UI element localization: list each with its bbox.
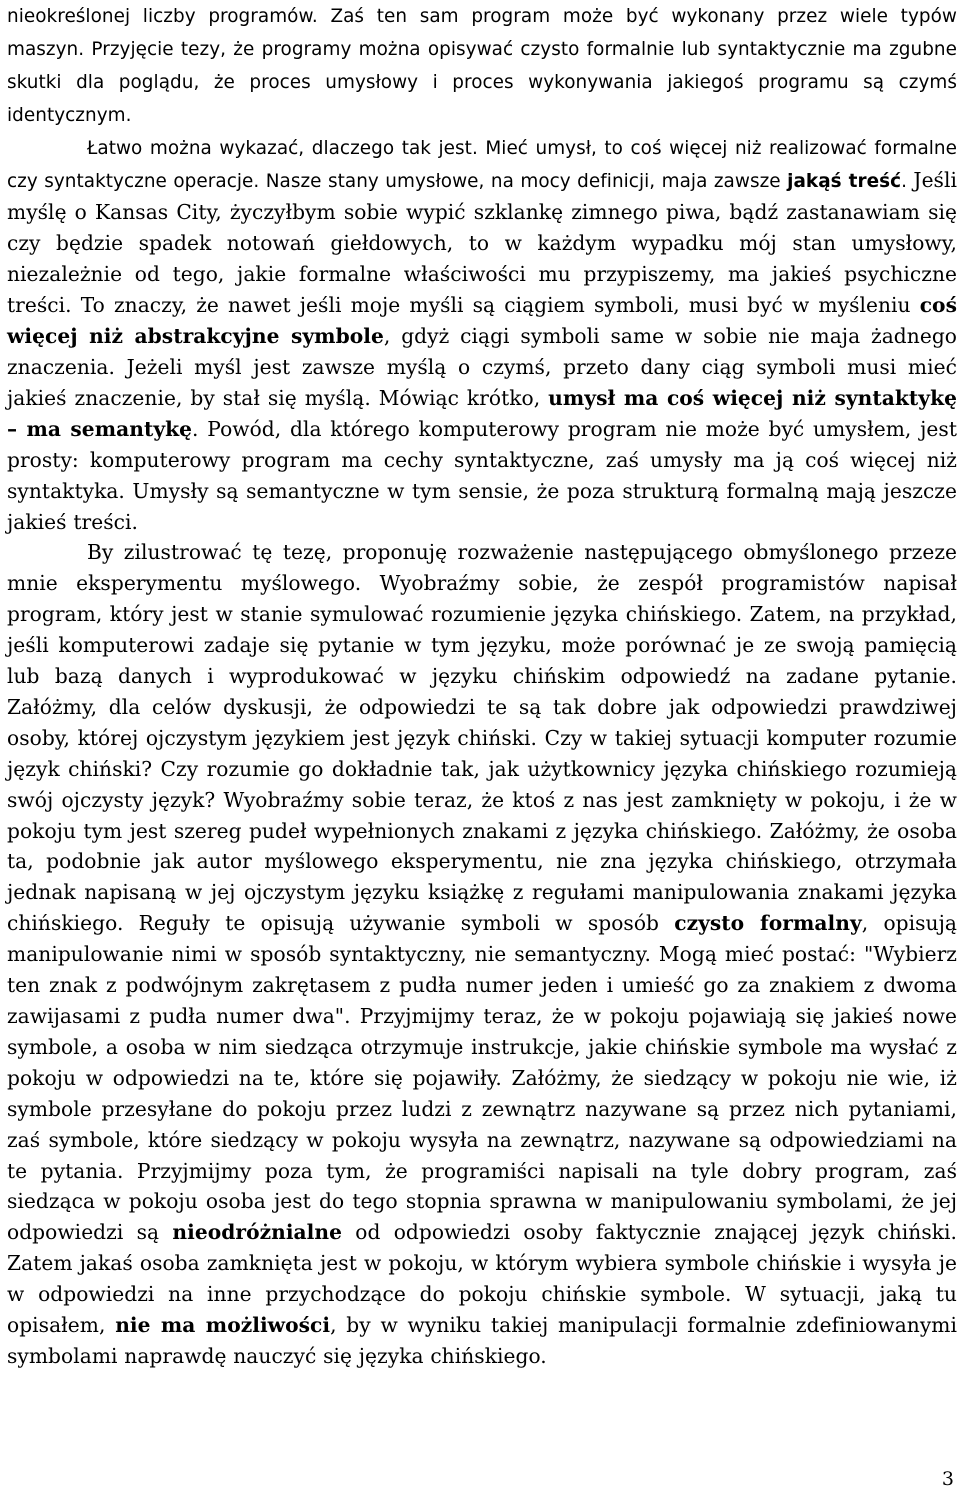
- paragraph-2-emphasis-abstrakcyjne-symbole: coś więcej niż abstrakcyjne symbole: [7, 293, 957, 349]
- paragraph-2-run-8: . Powód, dla którego komputerowy program nie może być umysłem, jest prosty: komputerowy program ma cechy syntaktyczne, zaś umysły ma ją coś więcej niż syntaktyka. Umysły są semantyczne w tym sensie, że poza strukturą formalną mają jeszcze jakieś treści.: [7, 416, 957, 534]
- paragraph-3-emphasis-czysto-formalny: czysto formalny: [674, 911, 862, 936]
- paragraph-3-run-3: , opisują manipulowanie nimi w sposób syntaktyczny, nie semantyczny. Mogą mieć postać: "Wybierz ten znak z podwójnym zakrętasem z pudła numer jeden i umieść go za znakiem z dwoma zawijasami z pudła numer dwa". Przyjmijmy teraz, że w pokoju pojawiają się jakieś nowe symbole, a osoba w nim siedząca otrzymuje instrukcje, jakie chińskie symbole ma wysłać z pokoju w odpowiedzi na te, które się pojawiły. Załóżmy, że siedzący w pokoju nie wie, iż symbole przesyłane do pokoju przez ludzi z zewnątrz nazywane są przez nich pytaniami, zaś symbole, które siedzący w pokoju wysyła na zewnątrz, nazywane są odpowiedziami na te pytania. Przyjmijmy poza tym, że programiści napisali na tyle dobry program, zaś siedząca w pokoju osoba jest do tego stopnia sprawna w manipulowaniu symbolami, że jej odpowiedzi są: [7, 911, 957, 1245]
- paragraph-1: [7, 0, 957, 132]
- paragraph-2-run-6: , gdyż ciągi symboli same w sobie nie maja żadnego znaczenia. Jeżeli myśl jest zawsze myślą o czymś, przeto dany ciąg symboli musi mieć jakieś znaczenie, by stał się myślą. Mówiąc krótko,: [7, 324, 957, 410]
- paragraph-3-emphasis-nie-ma-mozliwosci: nie ma możliwości: [115, 1313, 331, 1338]
- paragraph-3-run-5: od odpowiedzi osoby faktycznie znającej język chiński. Zatem jakaś osoba zamknięta jest w pokoju, w którym wybiera symbole chińskie i wysyła je w odpowiedzi na inne przychodzące do pokoju chińskie symbole. W sytuacji, jaką tu opisałem,: [7, 1220, 957, 1338]
- paragraph-2-emphasis-jakas-tresc: jakąś treść: [787, 170, 902, 192]
- paragraph-3-run-1: By zilustrować tę tezę, proponuję rozważenie następującego obmyślonego przeze mnie eksperymentu myślowego. Wyobraźmy sobie, że zespół programistów napisał program, który jest w stanie symulować rozumienie języka chińskiego. Zatem, na przykład, jeśli komputerowi zadaje się pytanie w tym języku, może porównać je ze swoją pamięcią lub bazą danych i wyprodukować w języku chińskim odpowiedź na zadane pytanie. Załóżmy, dla celów dyskusji, że odpowiedzi te są tak dobre jak odpowiedzi prawdziwej osoby, której ojczystym językiem jest język chiński. Czy w takiej sytuacji komputer rozumie język chiński? Czy rozumie go dokładnie tak, jak użytkownicy języka chińskiego rozumieją swój ojczysty język? Wyobraźmy sobie teraz, że ktoś z nas jest zamknięty w pokoju, i że w pokoju tym jest szereg pudeł wypełnionych znakami z języka chińskiego. Załóżmy, że osoba ta, podobnie jak autor myślowego eksperymentu, nie zna języka chińskiego, otrzymała jednak napisaną w jej ojczystym języku książkę z regułami manipulowania znakami języka chińskiego. Reguły te opisują używanie symboli w sposób: [7, 540, 957, 936]
- paragraph-2-emphasis-semantyka: umysł ma coś więcej niż syntaktykę – ma semantykę: [7, 385, 958, 441]
- page-body: [7, 0, 957, 1372]
- paragraph-3-emphasis-nieodroznialne: nieodróżnialne: [172, 1220, 343, 1245]
- paragraph-2-run-4: Jeśli myślę o Kansas City, życzyłbym sobie wypić szklankę zimnego piwa, bądź zastanawiam się czy będzie spadek notowań giełdowych, to w każdym wypadku mój stan umysłowy, niezależnie od tego, jakie formalne właściwości mu przypiszemy, ma jakieś psychiczne treści. To znaczy, że nawet jeśli moje myśli są ciągiem symboli, musi być w myśleniu: [7, 167, 957, 318]
- paragraph-2-run-1: Łatwo można wykazać, dlaczego tak jest. Mieć umysł, to coś więcej niż realizować formalne czy syntaktyczne operacje. Nasze stany umysłowe, na mocy definicji, maja zawsze: [7, 137, 957, 192]
- paragraph-3: [7, 537, 957, 1371]
- page-number: 3: [941, 1468, 954, 1490]
- paragraph-1-run-1: nieokreślonej liczby programów. Zaś ten sam program może być wykonany przez wiele typów maszyn. Przyjęcie tezy, że programy można opisywać czysto formalnie lub syntaktycznie ma zgubne skutki dla poglądu, że proces umysłowy i proces wykonywania jakiegoś programu są czymś identycznym.: [7, 6, 957, 126]
- paragraph-3-run-7: , by w wyniku takiej manipulacji formalnie zdefiniowanymi symbolami naprawdę nauczyć się języka chińskiego.: [7, 1313, 957, 1368]
- paragraph-2: [7, 132, 957, 538]
- paragraph-2-run-3: .: [901, 170, 914, 192]
